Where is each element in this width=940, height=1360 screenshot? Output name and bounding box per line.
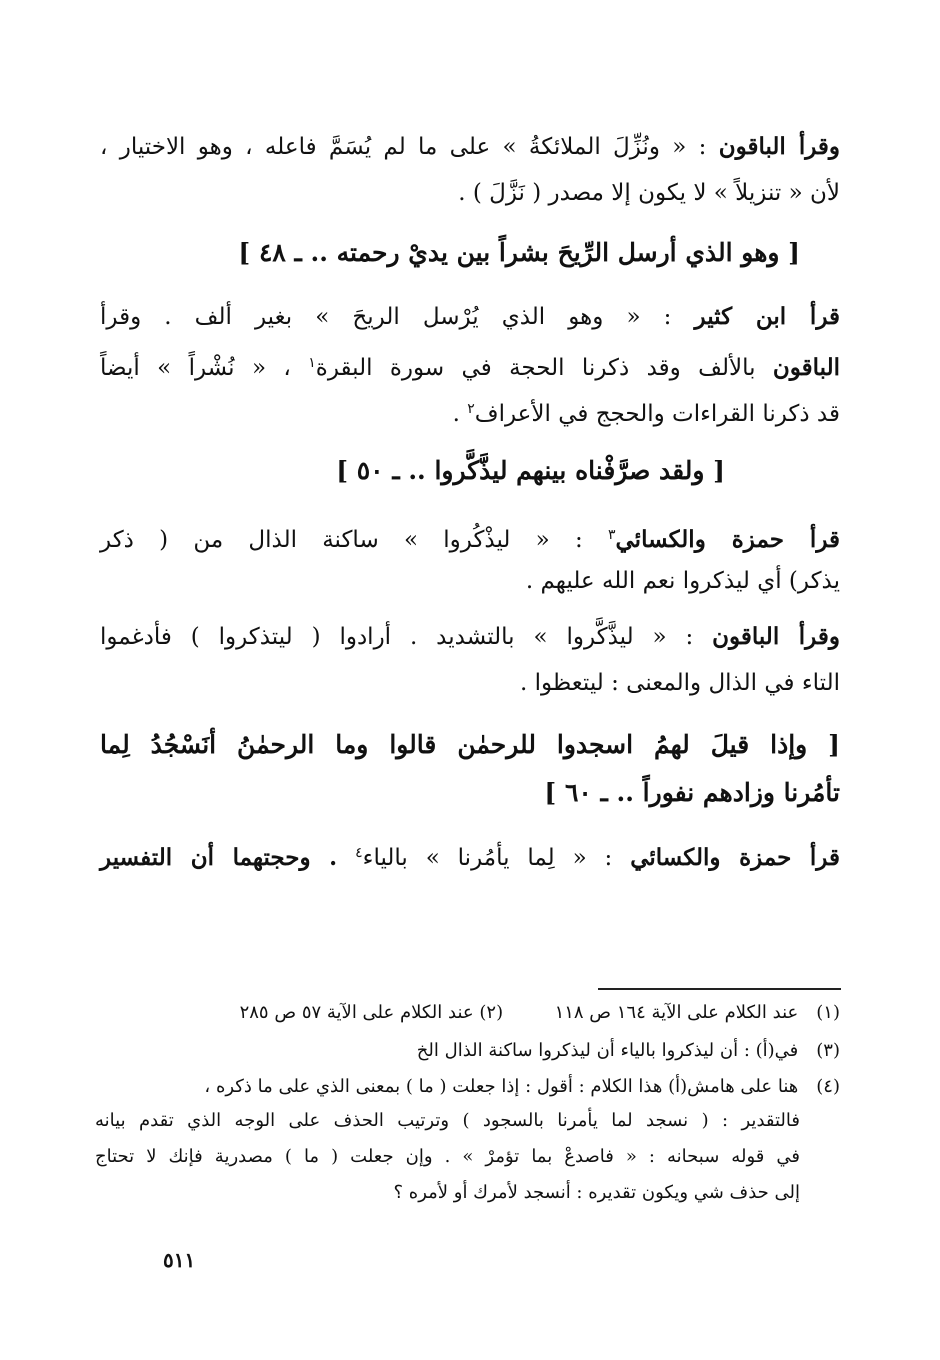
footnote-line (95, 1178, 800, 1208)
body-line (100, 386, 840, 437)
footnote-text: هنا على هامش(أ) هذا الكلام : أقول : إذا جعلت ( ما ) بمعنى الذي على ما ذكره ، (204, 1076, 799, 1097)
reader-name: قرأ حمزة والكسائي (615, 526, 841, 553)
body-line (100, 340, 840, 391)
footnote-text: في(أ) : أن ليذكروا بالياء أن ليذكروا ساكنة الذال الخ (416, 1040, 799, 1061)
body-text: : « لِما يأمُرنا » بالياء (362, 845, 613, 871)
footnote-text: عند الكلام على الآية ٥٧ ص ٢٨٥ (239, 1002, 474, 1023)
body-text: التاء في الذال والمعنى : ليتعظوا . (520, 670, 840, 696)
page-number: ٥١١ (163, 1248, 196, 1272)
footnote-line (95, 1142, 800, 1172)
footnote-marker: ٤ (355, 845, 363, 861)
footnote-line (95, 1036, 840, 1066)
footnote-text: فالتقدير : ( نسجد لما يأمرنا بالسجود ) وترتيب الحذف على الوجه الذي تقدم بيانه (95, 1110, 800, 1131)
body-text: بالألف وقد ذكرنا الحجة في سورة البقرة (315, 355, 756, 381)
reader-name: قرأ ابن كثير (694, 303, 840, 330)
body-text: قد ذكرنا القراءات والحجج في الأعراف (474, 401, 840, 427)
body-line (100, 170, 840, 216)
footnote-number: (٢) (479, 1002, 504, 1023)
footnote-marker: ٣ (607, 527, 616, 543)
reader-name: قرأ حمزة والكسائي (630, 844, 840, 871)
body-text: لأن « تنزيلاً » لا يكون إلا مصدر ( نَزَّلَ ) . (458, 180, 840, 206)
footnote-number: (٤) (816, 1076, 840, 1097)
footnote-line (95, 998, 840, 1028)
body-text: . وحجتهما أن التفسير (100, 844, 338, 871)
footnote-number: (٣) (816, 1040, 840, 1061)
body-line (100, 558, 840, 604)
body-line (100, 660, 840, 706)
verse-heading: [ وإذا قيلَ لهمُ اسجدوا للرحمٰن قالوا وما الرحمٰنُ أنَسْجُدُ لِما (100, 730, 840, 759)
body-text: ، « نُشْراً » أيضاً (100, 355, 291, 381)
verse-heading: تأمُرنا وزادهم نفوراً .. ـ ٦٠ ] (544, 778, 840, 807)
footnote-number: (١) (816, 1002, 840, 1023)
footnote-text: إلى حذف شي ويكون تقديره : أنسجد لأمرك أو لأمره ؟ (393, 1182, 800, 1203)
body-line (100, 294, 840, 340)
footnote-line (95, 1106, 800, 1136)
body-text: : « ليذَّكَّروا » بالتشديد . أرادوا ( ليتذكروا ) فأدغموا (100, 624, 694, 650)
reader-name: وقرأ الباقون (712, 623, 840, 650)
reader-name: الباقون (772, 354, 840, 381)
footnote-text: في قوله سبحانه : « فاصدعْ بما تؤمرْ » . وإن جعلت ( ما ) مصدرية فإنك لا تحتاج (95, 1146, 800, 1167)
body-text: يذكر) أي ليذكروا نعم الله عليهم . (525, 568, 840, 594)
footnote-text: عند الكلام على الآية ١٦٤ ص ١١٨ (554, 1002, 799, 1023)
footnote-marker: ١ (308, 355, 316, 371)
body-line (100, 124, 840, 170)
body-text: . (452, 401, 460, 427)
body-text: : « ونُزِّلَ الملائكةُ » على ما لم يُسَمَّ فاعله ، وهو الاختيار ، (100, 134, 707, 160)
body-line (100, 830, 840, 881)
body-text: : « ليذْكُروا » ساكنة الذال من ( ذكر (100, 527, 583, 553)
verse-heading: [ وهو الذي أرسل الرِّيحَ بشراً بين يديْ رحمته .. ـ ٤٨ ] (238, 238, 800, 267)
footnote-separator (598, 988, 841, 990)
verse-heading: [ ولقد صرَّفْناه بينهم ليذَّكَّروا .. ـ ٥٠ ] (336, 456, 725, 485)
body-text: : « وهو الذي يُرْسل الريحَ » بغير ألف . وقرأ (100, 304, 672, 330)
reader-name: وقرأ الباقون (718, 133, 841, 160)
body-line (100, 614, 840, 660)
footnote-line (95, 1072, 840, 1102)
footnote-marker: ٢ (467, 401, 475, 417)
body-line (100, 512, 840, 563)
